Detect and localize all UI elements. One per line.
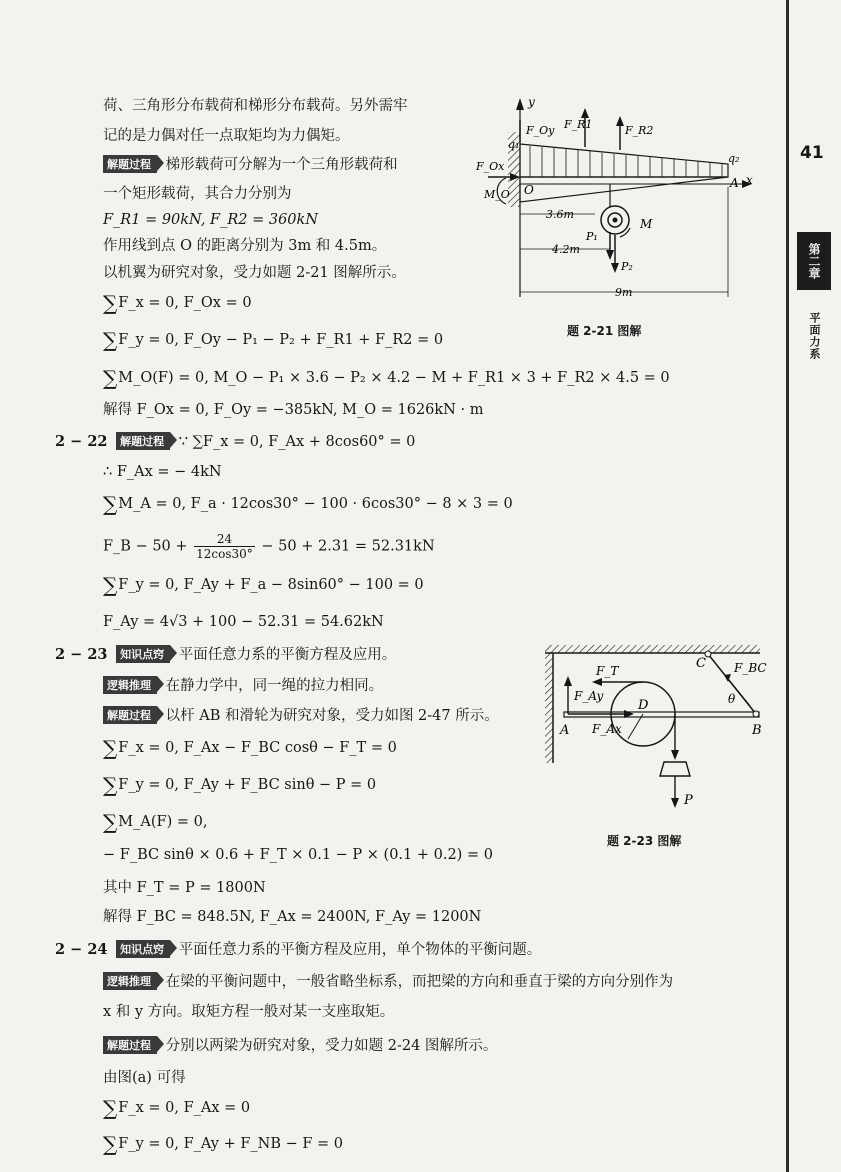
rope-arrow bbox=[671, 750, 679, 760]
problem-number: 2 − 23 bbox=[55, 646, 108, 663]
text-line: 由图(a) 可得 bbox=[103, 1070, 186, 1086]
equation bbox=[103, 1098, 250, 1118]
label-q1: q₁ bbox=[508, 138, 520, 151]
knowledge-badge: 知识点窍 bbox=[116, 940, 170, 958]
label-mo: M_O bbox=[484, 188, 510, 201]
problem-number: 2 − 24 bbox=[55, 941, 108, 958]
sum-symbol: ∑ bbox=[103, 291, 118, 315]
equation: 解得 F_BC = 848.5N, F_Ax = 2400N, F_Ay = 1200N bbox=[103, 909, 482, 925]
logic-badge: 逻辑推理 bbox=[103, 972, 157, 990]
pulley-radius bbox=[628, 714, 643, 739]
equation: ∴ F_Ax = − 4kN bbox=[103, 464, 222, 480]
wing-body bbox=[520, 177, 728, 202]
label-foy: F_Oy bbox=[526, 124, 555, 137]
label-p2: P₂ bbox=[621, 260, 633, 273]
label-ft: F_T bbox=[596, 664, 619, 678]
equation: − F_BC sinθ × 0.6 + F_T × 0.1 − P × (0.1 + 0.2) = 0 bbox=[103, 847, 493, 863]
sum-symbol: ∑ bbox=[103, 366, 118, 390]
label-fax: F_Ax bbox=[592, 722, 622, 736]
chapter-tab: 第二章 bbox=[797, 232, 831, 290]
text-line-content: 在梁的平衡问题中，一般省略坐标系，而把梁的方向和垂直于梁的方向分别作为 bbox=[165, 974, 674, 990]
text-line-content: 在静力学中，同一绳的拉力相同。 bbox=[165, 678, 384, 694]
label-q2: q₂ bbox=[728, 152, 740, 165]
solution-badge: 解题过程 bbox=[116, 432, 170, 450]
equation bbox=[103, 1134, 343, 1154]
equation: 其中 F_T = P = 1800N bbox=[103, 880, 266, 896]
text-line bbox=[103, 155, 398, 175]
fraction-denominator: 12cos30° bbox=[196, 547, 253, 561]
fraction bbox=[194, 532, 255, 561]
text-line bbox=[103, 972, 673, 992]
label-fr1: F_R1 bbox=[564, 118, 593, 131]
equation-part: − 50 + 2.31 = 52.31kN bbox=[261, 538, 435, 555]
equation bbox=[103, 330, 443, 350]
problem-2-24 bbox=[55, 940, 541, 960]
equation-body: F_y = 0, F_Ay + F_BC sinθ − P = 0 bbox=[118, 777, 377, 793]
equation bbox=[103, 368, 670, 388]
equation-part: F_B − 50 + bbox=[103, 538, 188, 555]
wall bbox=[545, 653, 553, 763]
sum-symbol: ∑ bbox=[103, 1096, 118, 1120]
fraction-numerator: 24 bbox=[194, 532, 255, 547]
problem-2-23 bbox=[55, 645, 396, 665]
figure-2-21-caption: 题 2-21 图解 bbox=[567, 324, 642, 338]
force-ft-arrow bbox=[592, 678, 602, 686]
figure-2-23-diagram bbox=[540, 642, 770, 814]
figure-2-23-caption: 题 2-23 图解 bbox=[607, 834, 682, 848]
equation bbox=[103, 532, 435, 561]
label-9m: 9m bbox=[615, 286, 633, 299]
figure-2-21-diagram bbox=[470, 92, 760, 307]
text-line-content: 平面任意力系的平衡方程及应用，单个物体的平衡问题。 bbox=[178, 942, 542, 958]
label-fr2: F_R2 bbox=[625, 124, 654, 137]
sum-symbol: ∑ bbox=[103, 492, 118, 516]
label-fbc: F_BC bbox=[734, 661, 767, 675]
sum-symbol: ∑ bbox=[103, 328, 118, 352]
equation-body: F_y = 0, F_Oy − P₁ − P₂ + F_R1 + F_R2 = 0 bbox=[118, 332, 444, 348]
solution-badge: 解题过程 bbox=[103, 706, 157, 724]
label-b: B bbox=[752, 723, 762, 738]
text-line bbox=[103, 1036, 497, 1056]
sum-symbol: ∑ bbox=[103, 573, 118, 597]
equation bbox=[103, 494, 513, 514]
force-fay-arrow bbox=[564, 676, 572, 686]
label-a: A bbox=[560, 723, 570, 738]
label-fox: F_Ox bbox=[476, 160, 505, 173]
sum-symbol: ∑ bbox=[103, 773, 118, 797]
equation bbox=[103, 293, 252, 313]
equation bbox=[103, 775, 376, 795]
text-line bbox=[103, 706, 499, 726]
label-c: C bbox=[696, 656, 706, 671]
solution-badge: 解题过程 bbox=[103, 155, 157, 173]
force-p2-arrow bbox=[611, 263, 619, 273]
label-3-6m: 3.6m bbox=[546, 208, 574, 221]
text-line: 荷、三角形分布载荷和梯形分布载荷。另外需牢 bbox=[103, 98, 408, 114]
label-d: D bbox=[638, 698, 649, 713]
text-line-content: 分别以两梁为研究对象，受力如题 2-24 图解所示。 bbox=[165, 1038, 498, 1054]
sum-symbol: ∑ bbox=[103, 736, 118, 760]
text-line-content: 以杆 AB 和滑轮为研究对象，受力如图 2-47 所示。 bbox=[165, 708, 499, 724]
joint-b bbox=[753, 711, 759, 717]
sum-symbol: ∑ bbox=[103, 810, 118, 834]
distributed-load bbox=[520, 144, 728, 177]
logic-badge: 逻辑推理 bbox=[103, 676, 157, 694]
label-fay: F_Ay bbox=[574, 689, 604, 703]
load-arrows bbox=[530, 146, 722, 177]
text-line: 以机翼为研究对象，受力如题 2-21 图解所示。 bbox=[103, 265, 406, 281]
problem-2-22 bbox=[55, 432, 415, 452]
equation: F_Ay = 4√3 + 100 − 52.31 = 54.62kN bbox=[103, 614, 384, 630]
label-p1: P₁ bbox=[586, 230, 598, 243]
equation bbox=[103, 575, 424, 595]
equation-body: M_A = 0, F_a · 12cos30° − 100 · 6cos30° − 8 × 3 = 0 bbox=[118, 496, 513, 512]
equation-body: F_x = 0, F_Ax − F_BC cosθ − F_T = 0 bbox=[118, 740, 397, 756]
label-y: y bbox=[528, 95, 535, 109]
text-line: 记的是力偶对任一点取矩均为力偶矩。 bbox=[103, 128, 350, 144]
sum-symbol: ∑ bbox=[103, 1132, 118, 1156]
equation: F_R1 = 90kN, F_R2 = 360kN bbox=[103, 212, 319, 228]
force-p1-arrow bbox=[606, 250, 614, 260]
label-4-2m: 4.2m bbox=[552, 243, 580, 256]
text-line bbox=[103, 676, 383, 696]
engine-center bbox=[613, 218, 618, 223]
text-line: 作用线到点 O 的距离分别为 3m 和 4.5m。 bbox=[103, 238, 387, 254]
equation bbox=[103, 738, 397, 758]
equation-body: M_O(F) = 0, M_O − P₁ × 3.6 − P₂ × 4.2 − M + F_R1 × 3 + F_R2 × 4.5 = 0 bbox=[118, 370, 670, 386]
equation bbox=[103, 812, 207, 832]
weight bbox=[660, 762, 690, 776]
force-fr1-arrow bbox=[581, 108, 589, 118]
equation-body: F_y = 0, F_Ay + F_NB − F = 0 bbox=[118, 1136, 344, 1152]
label-o: O bbox=[524, 183, 534, 197]
label-x: x bbox=[746, 173, 753, 187]
text-line: 一个矩形载荷，其合力分别为 bbox=[103, 186, 292, 202]
label-a: A bbox=[730, 176, 739, 190]
y-axis-arrow bbox=[516, 98, 524, 110]
label-m: M bbox=[640, 217, 653, 231]
equation-body: M_A(F) = 0, bbox=[118, 814, 208, 830]
equation-body: F_x = 0, F_Ax = 0 bbox=[118, 1100, 251, 1116]
text-line-content: 梯形载荷可分解为一个三角形载荷和 bbox=[165, 157, 398, 173]
equation-body: F_y = 0, F_Ay + F_a − 8sin60° − 100 = 0 bbox=[118, 577, 424, 593]
label-theta: θ bbox=[728, 692, 736, 706]
solution-badge: 解题过程 bbox=[103, 1036, 157, 1054]
problem-number: 2 − 22 bbox=[55, 433, 108, 450]
page-number: 41 bbox=[800, 143, 824, 163]
label-p: P bbox=[684, 793, 693, 808]
equation-body: ∵ ∑F_x = 0, F_Ax + 8cos60° = 0 bbox=[178, 434, 416, 450]
equation-body: F_x = 0, F_Ox = 0 bbox=[118, 295, 252, 311]
knowledge-badge: 知识点窍 bbox=[116, 645, 170, 663]
chapter-title: 平面力系 bbox=[808, 312, 821, 360]
force-fr2-arrow bbox=[616, 116, 624, 126]
force-p-arrow bbox=[671, 798, 679, 808]
text-line-content: 平面任意力系的平衡方程及应用。 bbox=[178, 647, 397, 663]
ceiling bbox=[545, 645, 760, 653]
equation: 解得 F_Ox = 0, F_Oy = −385kN, M_O = 1626kN · m bbox=[103, 402, 484, 418]
text-line: x 和 y 方向。取矩方程一般对某一支座取矩。 bbox=[103, 1004, 395, 1020]
page-edge bbox=[786, 0, 789, 1172]
